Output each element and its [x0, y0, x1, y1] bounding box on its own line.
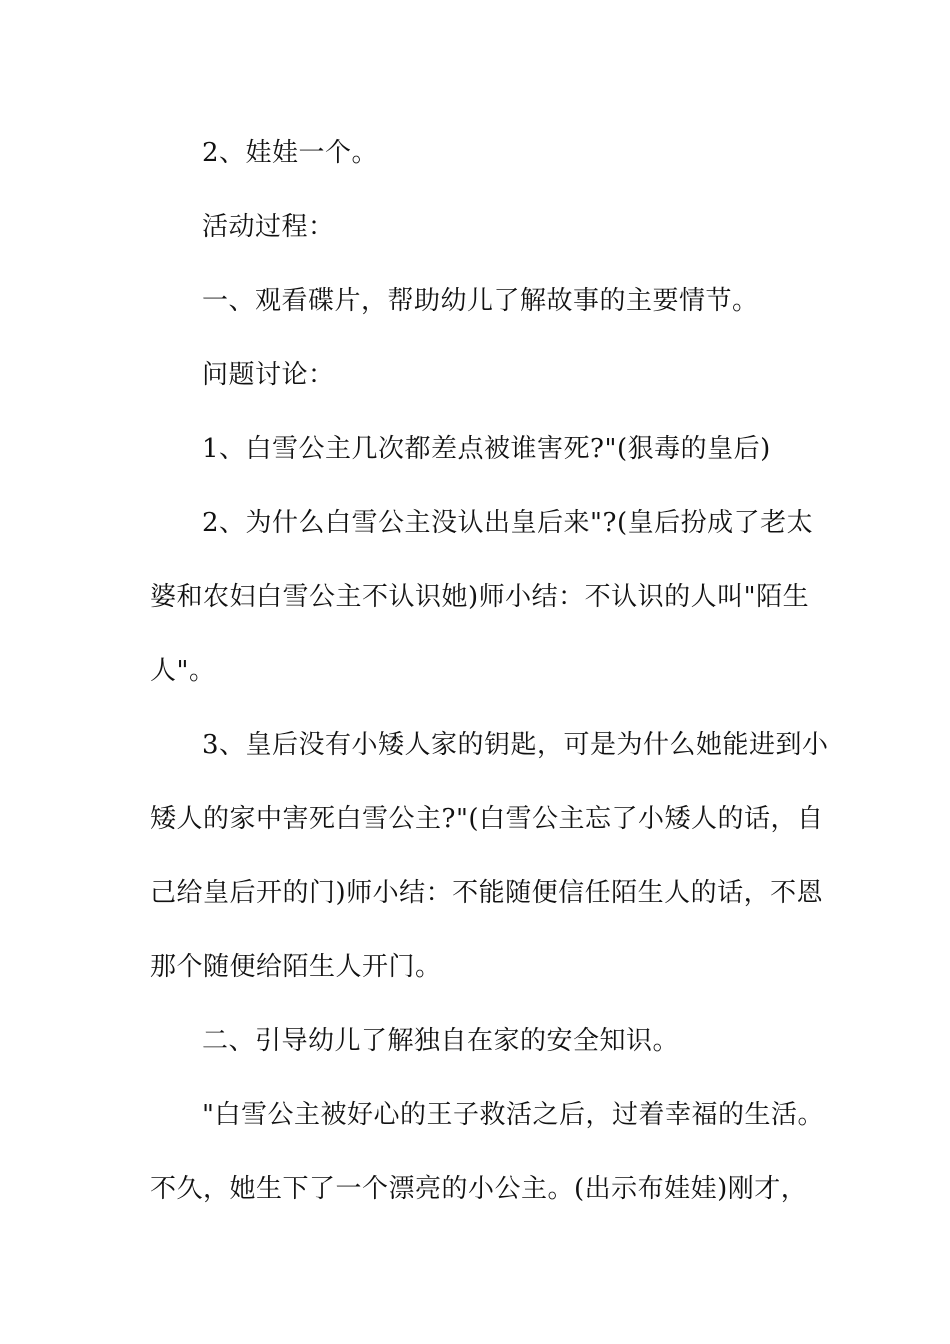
question-2-line-3: 人"。: [150, 656, 216, 686]
section-heading-activity-process: 活动过程：: [202, 212, 335, 242]
question-2-line-2: 婆和农妇白雪公主不认识她)师小结：不认识的人叫"陌生: [150, 582, 810, 612]
material-item-2: 2、娃娃一个。: [202, 138, 379, 168]
step-two-heading: 二、引导幼儿了解独自在家的安全知识。: [202, 1026, 680, 1056]
question-3-line-1: 3、皇后没有小矮人家的钥匙，可是为什么她能进到小: [202, 730, 829, 760]
question-2-line-1: 2、为什么白雪公主没认出皇后来"?(皇后扮成了老太: [202, 508, 814, 538]
question-3-line-4: 那个随便给陌生人开门。: [150, 952, 442, 982]
question-3-line-3: 己给皇后开的门)师小结：不能随便信任陌生人的话，不恩: [150, 878, 824, 908]
story-paragraph-line-2: 不久，她生下了一个漂亮的小公主。(出示布娃娃)刚才，: [150, 1174, 808, 1204]
story-paragraph-line-1: "白雪公主被好心的王子救活之后，过着幸福的生活。: [202, 1100, 824, 1130]
discussion-heading: 问题讨论：: [202, 360, 335, 390]
question-3-line-2: 矮人的家中害死白雪公主?"(白雪公主忘了小矮人的话，自: [150, 804, 824, 834]
step-one-heading: 一、观看碟片，帮助幼儿了解故事的主要情节。: [202, 286, 759, 316]
question-1: 1、白雪公主几次都差点被谁害死?"(狠毒的皇后): [202, 434, 771, 464]
